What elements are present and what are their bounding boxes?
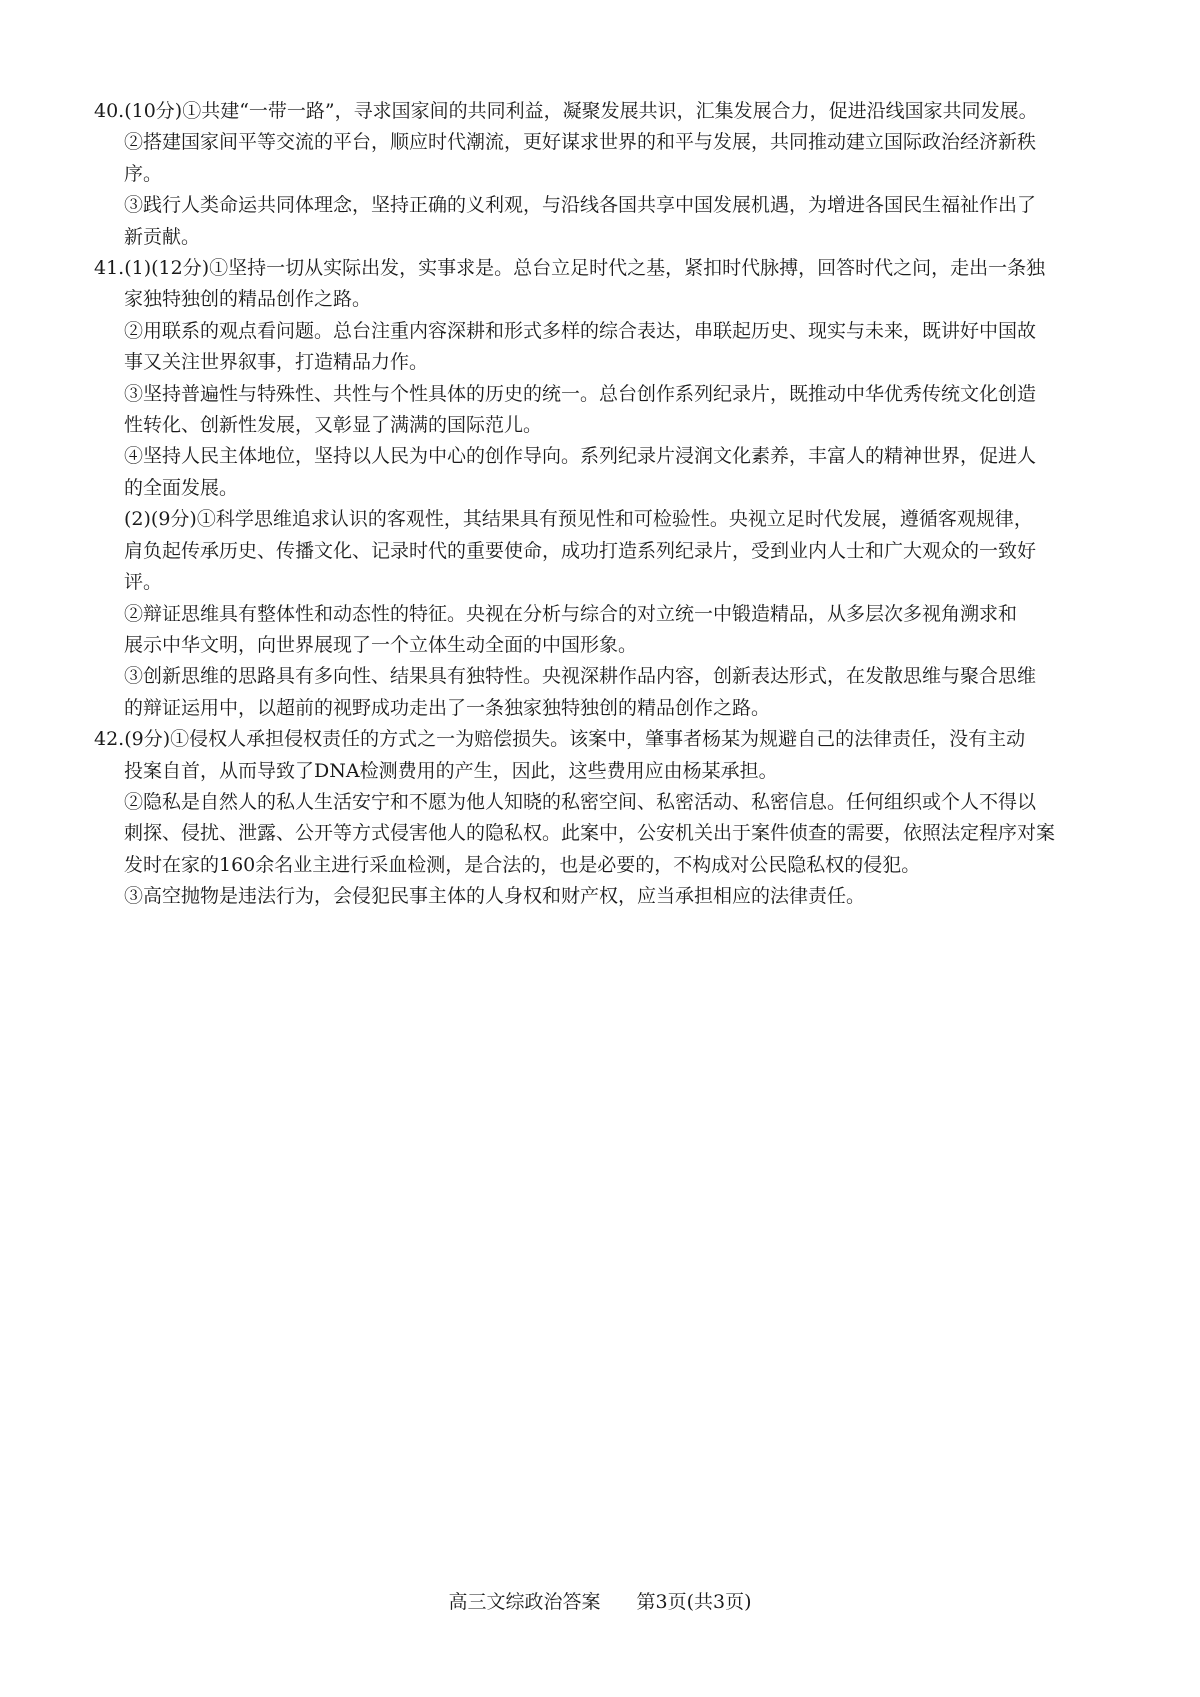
answer-line: 肩负起传承历史、传播文化、记录时代的重要使命，成功打造系列纪录片，受到业内人士和广大观众的一致好 [124,539,1037,562]
answer-line: 序。 [124,162,163,185]
answer-line: ④坚持人民主体地位，坚持以人民为中心的创作导向。系列纪录片浸润文化素养，丰富人的精神世界，促进人 [124,445,1037,468]
page-footer [0,1588,1200,1616]
answer-line: ②隐私是自然人的私人生活安宁和不愿为他人知晓的私密空间、私密活动、私密信息。任何组织或个人不得以 [124,790,1037,813]
answer-line: ②搭建国家间平等交流的平台，顺应时代潮流，更好谋求世界的和平与发展，共同推动建立国际政治经济新秩 [124,131,1037,154]
footer-subject: 高三文综政治答案 [448,1591,601,1613]
question-41 [94,253,1104,724]
question-40-line-1 [94,96,1104,127]
answer-line: ③创新思维的思路具有多向性、结果具有独特性。央视深耕作品内容，创新表达形式，在发散思维与聚合思维 [124,665,1037,688]
answer-line: 的全面发展。 [124,476,239,499]
answer-text: (1)(12分)①坚持一切从实际出发，实事求是。总台立足时代之基，紧扣时代脉搏，回答时代之问，走出一条独 [124,257,1046,280]
answer-text: (9分)①侵权人承担侵权责任的方式之一为赔偿损失。该案中，肇事者杨某为规避自己的法律责任，没有主动 [124,728,1026,751]
answer-line: ③高空抛物是违法行为，会侵犯民事主体的人身权和财产权，应当承担相应的法律责任。 [124,885,866,908]
question-number: 42. [94,728,125,751]
answer-line: 发时在家的160余名业主进行采血检测，是合法的，也是必要的，不构成对公民隐私权的侵犯。 [124,853,921,876]
answer-line: 事又关注世界叙事，打造精品力作。 [124,351,429,374]
answer-line: 的辩证运用中，以超前的视野成功走出了一条独家独特独创的精品创作之路。 [124,696,771,719]
answer-line: ②用联系的观点看问题。总台注重内容深耕和形式多样的综合表达，串联起历史、现实与未来，既讲好中国故 [124,319,1037,342]
question-number: 40. [94,100,125,122]
answer-line: ②辩证思维具有整体性和动态性的特征。央视在分析与综合的对立统一中锻造精品，从多层次多视角溯求和 [124,602,1018,625]
answer-line: 投案自首，从而导致了DNA检测费用的产生，因此，这些费用应由杨某承担。 [124,759,778,782]
question-number: 41. [94,257,125,280]
answer-line: 新贡献。 [124,225,201,248]
answer-line: (2)(9分)①科学思维追求认识的客观性，其结果具有预见性和可检验性。央视立足时代发展，遵循客观规律， [124,508,1033,531]
answer-line: ③坚持普遍性与特殊性、共性与个性具体的历史的统一。总台创作系列纪录片，既推动中华优秀传统文化创造 [124,382,1037,405]
answer-line: 性转化、创新性发展，又彰显了满满的国际范儿。 [124,414,543,437]
answer-line: ③践行人类命运共同体理念，坚持正确的义利观，与沿线各国共享中国发展机遇，为增进各国民生福祉作出了 [124,194,1037,217]
question-42-line-1 [94,724,1104,755]
answer-line: 刺探、侵扰、泄露、公开等方式侵害他人的隐私权。此案中，公安机关出于案件侦查的需要，依照法定程序对案 [124,822,1056,845]
footer-page-number: 第3页(共3页) [636,1591,752,1613]
answer-line: 家独特独创的精品创作之路。 [124,288,372,311]
question-42 [94,724,1104,912]
answer-content [94,96,1104,913]
answer-line: 展示中华文明，向世界展现了一个立体生动全面的中国形象。 [124,633,638,656]
question-40 [94,96,1104,253]
answer-line: 评。 [124,571,163,594]
answer-text: (10分)①共建“一带一路”，寻求国家间的共同利益，凝聚发展共识，汇集发展合力，促进沿线国家共同发展。 [124,100,1038,122]
question-41-line-1 [94,253,1104,284]
